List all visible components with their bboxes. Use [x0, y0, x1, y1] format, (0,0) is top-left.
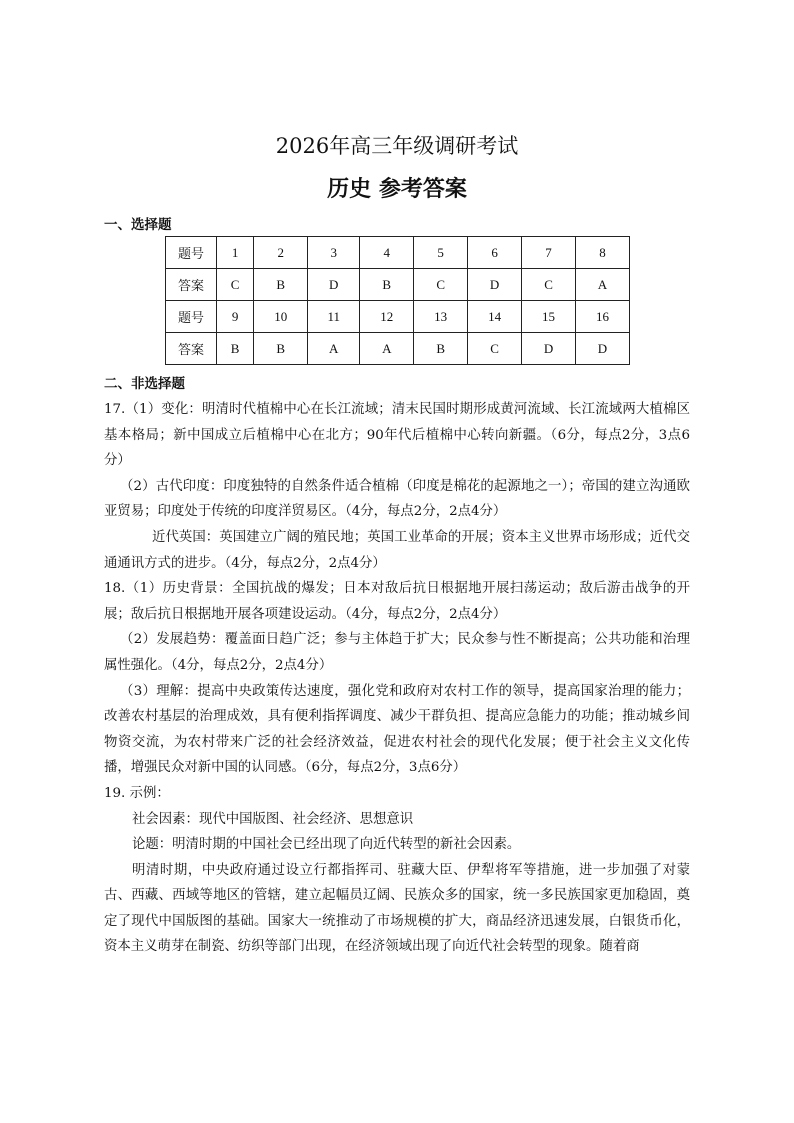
table-cell: 3: [308, 237, 360, 269]
table-cell: 10: [254, 301, 308, 333]
table-cell: C: [414, 269, 468, 301]
table-cell: D: [468, 269, 522, 301]
table-cell: 16: [575, 301, 629, 333]
row-label: 答案: [166, 269, 217, 301]
table-row: [166, 237, 630, 269]
table-cell: A: [575, 269, 629, 301]
table-cell: 4: [360, 237, 414, 269]
table-cell: 15: [522, 301, 576, 333]
table-cell: B: [254, 333, 308, 365]
table-cell: 9: [217, 301, 254, 333]
table-cell: C: [217, 269, 254, 301]
table-cell: D: [308, 269, 360, 301]
q19-intro: 19. 示例：: [104, 785, 170, 801]
table-row: [166, 269, 630, 301]
table-row: [166, 333, 630, 365]
page-title: 2026年高三年级调研考试: [275, 134, 519, 158]
table-cell: 5: [414, 237, 468, 269]
table-cell: B: [217, 333, 254, 365]
q18-part3: （3）理解：提高中央政策传达速度，强化党和政府对农村工作的领导，提高国家治理的能力；改善农村基层的治理成效，具有便利指挥调度、减少干群负担、提高应急能力的功能；推动城乡间物资交流，为农村带来广泛的社会经济效益，促进农村社会的现代化发展；便于社会主义文化传播，增强民众对新中国的认同感。（6分，每点2分，3点6分）: [104, 683, 690, 776]
table-cell: D: [575, 333, 629, 365]
answer-table: [165, 236, 630, 365]
table-cell: D: [522, 333, 576, 365]
table-cell: 1: [217, 237, 254, 269]
section-choice-heading: 一、选择题: [104, 217, 172, 233]
table-cell: A: [360, 333, 414, 365]
q19-factors: 社会因素：现代中国版图、社会经济、思想意识: [132, 811, 414, 827]
table-cell: 7: [522, 237, 576, 269]
table-cell: 12: [360, 301, 414, 333]
row-label: 题号: [166, 301, 217, 333]
table-cell: B: [414, 333, 468, 365]
table-cell: 8: [575, 237, 629, 269]
table-cell: A: [308, 333, 360, 365]
table-cell: 13: [414, 301, 468, 333]
q17-part2: （2）古代印度：印度独特的自然条件适合植棉（印度是棉花的起源地之一）；帝国的建立沟通欧亚贸易；印度处于传统的印度洋贸易区。（4分，每点2分，2点4分）: [104, 478, 690, 520]
table-cell: B: [360, 269, 414, 301]
row-label: 答案: [166, 333, 217, 365]
q19-paragraph: 明清时期，中央政府通过设立行都指挥司、驻藏大臣、伊犁将军等措施，进一步加强了对蒙古、西藏、西域等地区的管辖，建立起幅员辽阔、民族众多的国家，统一多民族国家更加稳固，奠定了现代中国版图的基础。国家大一统推动了市场规模的扩大，商品经济迅速发展，白银货币化，资本主义萌芽在制瓷、纺织等部门出现，在经济领域出现了向近代社会转型的现象。随着商: [104, 862, 690, 955]
table-cell: B: [254, 269, 308, 301]
q17-part2-britain: 近代英国：英国建立广阔的殖民地；英国工业革命的开展；资本主义世界市场形成；近代交通通讯方式的进步。（4分，每点2分，2点4分）: [104, 529, 690, 571]
row-label: 题号: [166, 237, 217, 269]
table-cell: C: [468, 333, 522, 365]
q19-thesis: 论题：明清时期的中国社会已经出现了向近代转型的新社会因素。: [132, 837, 521, 853]
table-cell: 11: [308, 301, 360, 333]
section-nonchoice-heading: 二、非选择题: [104, 376, 185, 392]
answers-body: [104, 397, 690, 960]
q17-part1: 17.（1）变化：明清时代植棉中心在长江流域；清末民国时期形成黄河流域、长江流域两大植棉区基本格局；新中国成立后植棉中心在北方；90年代后植棉中心转向新疆。（6分，每点2分，3点6分）: [104, 402, 690, 469]
table-cell: 2: [254, 237, 308, 269]
table-cell: 6: [468, 237, 522, 269]
table-cell: 14: [468, 301, 522, 333]
q18-part1: 18.（1）历史背景：全国抗战的爆发；日本对敌后抗日根据地开展扫荡运动；敌后游击战争的开展；敌后抗日根据地开展各项建设运动。（4分，每点2分，2点4分）: [104, 581, 690, 622]
q18-part2: （2）发展趋势：覆盖面日趋广泛；参与主体趋于扩大；民众参与性不断提高；公共功能和治理属性强化。（4分，每点2分，2点4分）: [104, 632, 690, 673]
table-row: [166, 301, 630, 333]
table-cell: C: [522, 269, 576, 301]
page-subtitle: 历史 参考答案: [327, 177, 467, 202]
